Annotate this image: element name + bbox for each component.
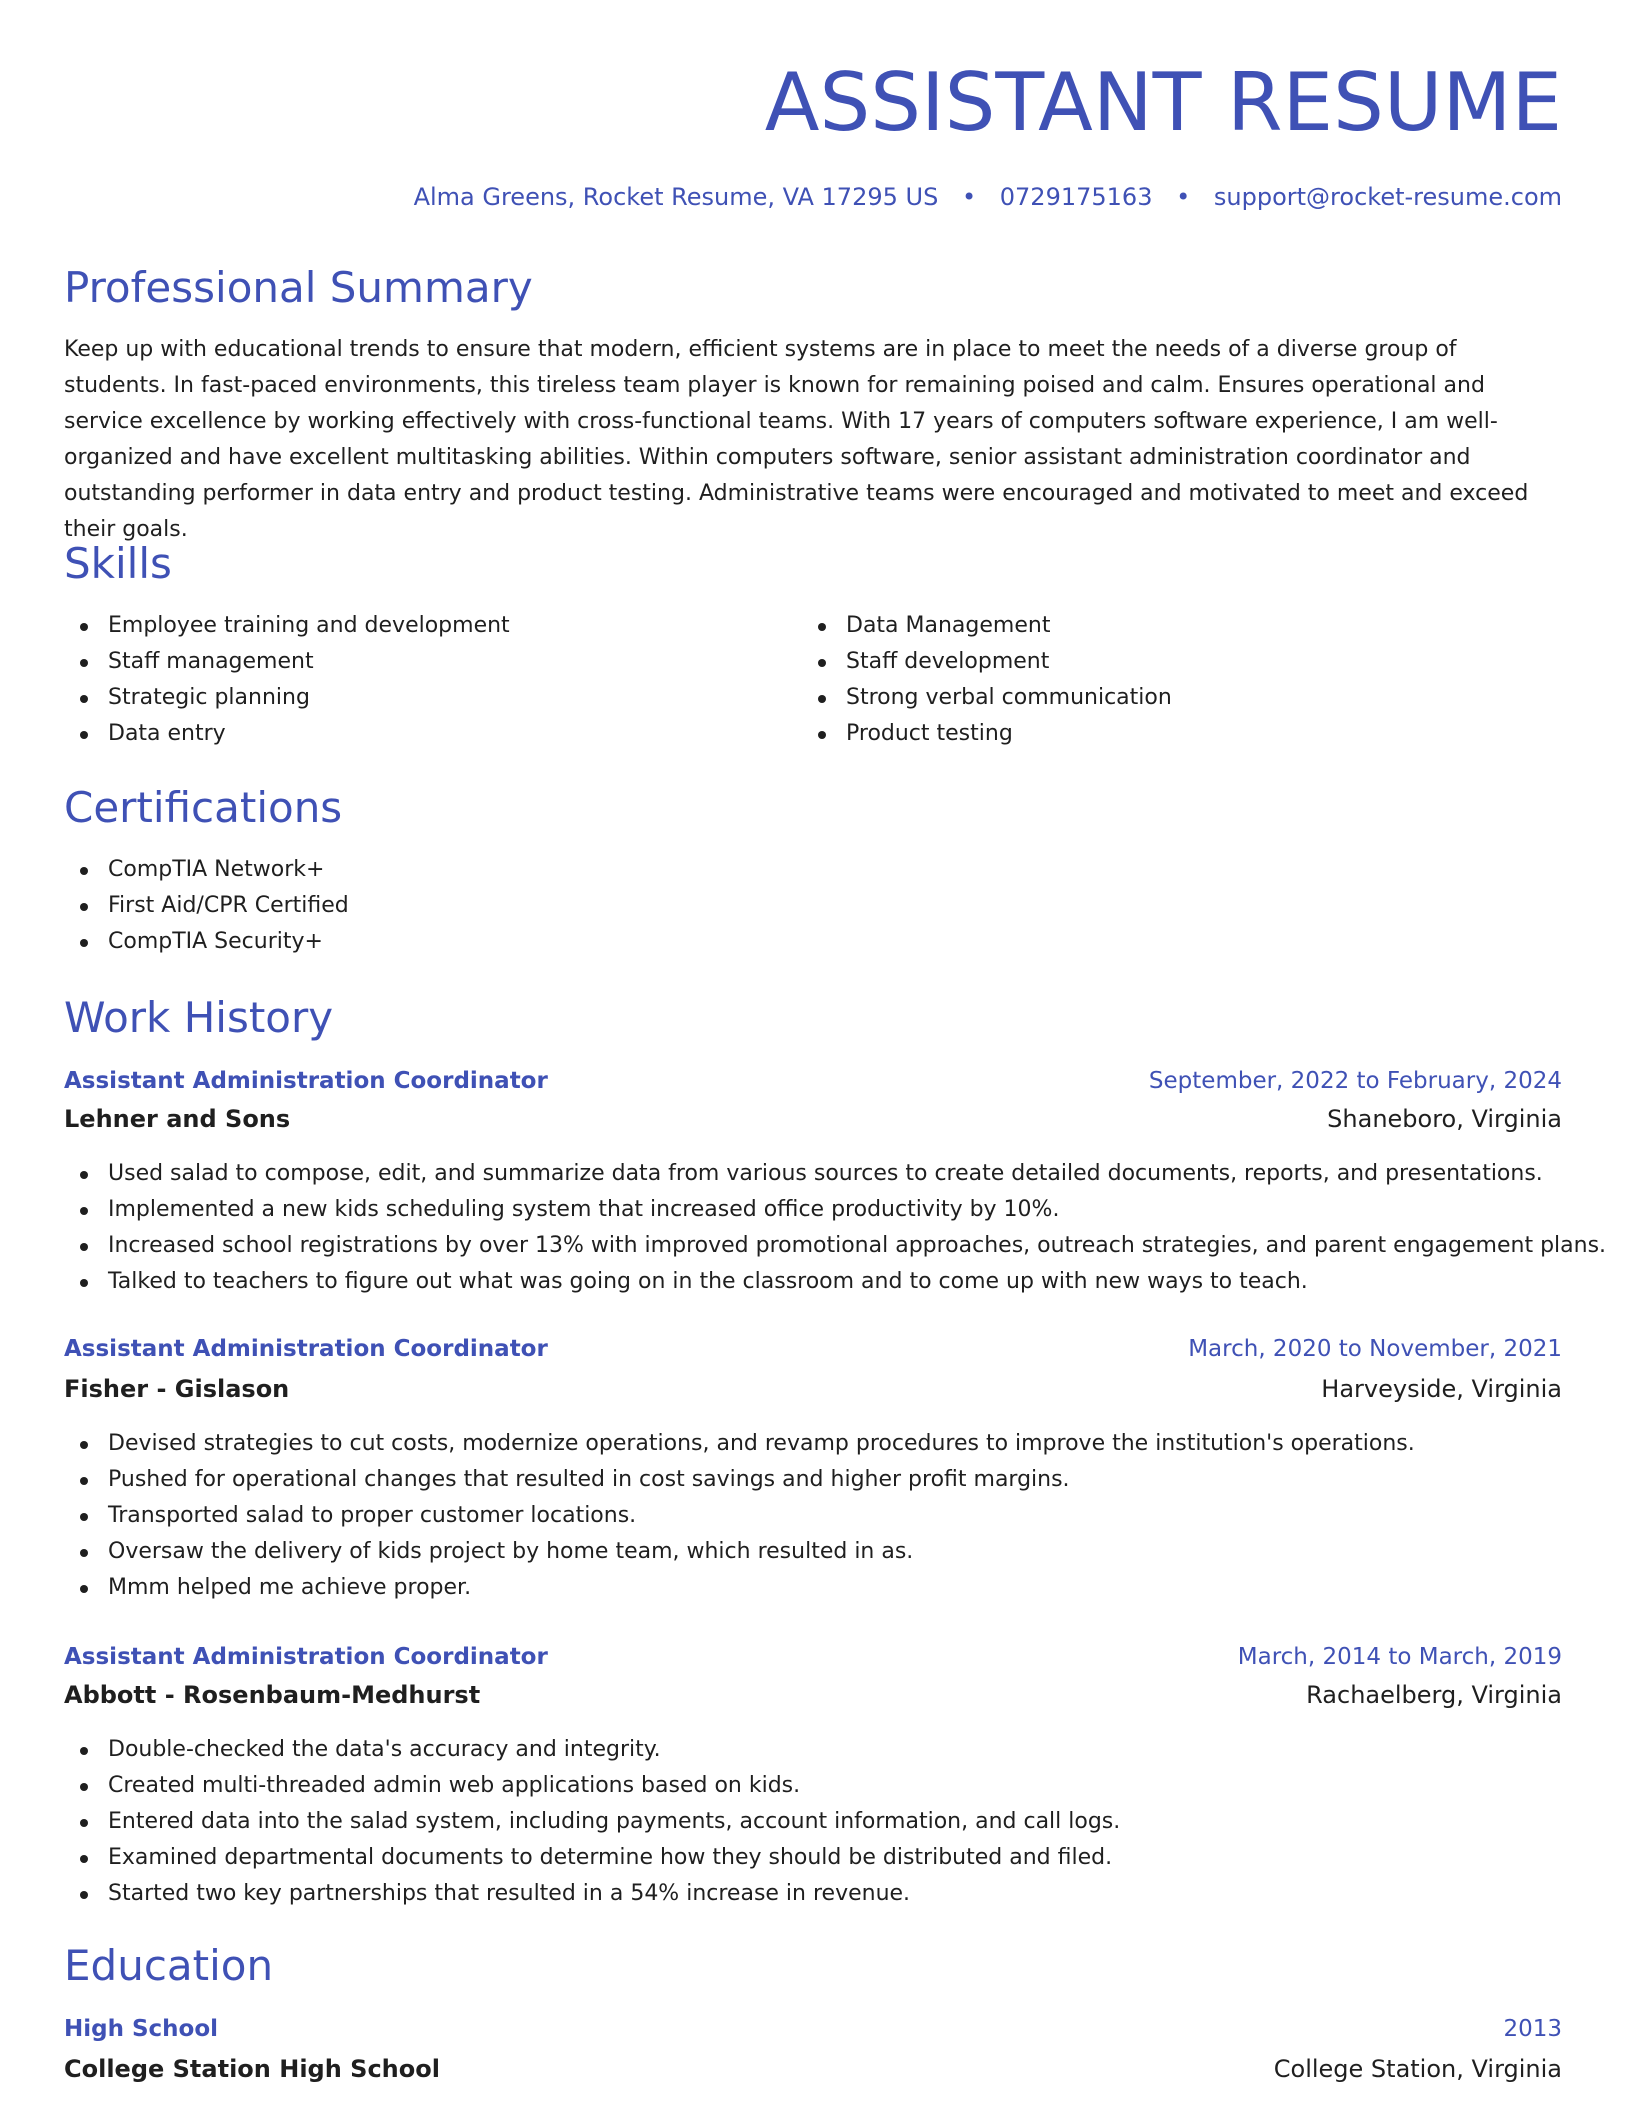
job-location: Shaneboro, Virginia <box>1327 1105 1562 1133</box>
job-bullets <box>64 1156 1606 1300</box>
bullet-dot <box>80 1549 88 1557</box>
contact-line <box>414 180 1562 214</box>
job-bullet <box>64 1264 1606 1300</box>
skill-text: Data Management <box>846 613 1051 638</box>
job-company: Lehner and Sons <box>64 1105 291 1133</box>
bullet-dot <box>818 695 826 703</box>
bullet-dot <box>80 1891 88 1899</box>
work-history-heading: Work History <box>64 993 334 1042</box>
job-bullet <box>64 1534 1415 1570</box>
job-company: Fisher - Gislason <box>64 1375 290 1403</box>
job-location: Rachaelberg, Virginia <box>1306 1681 1562 1709</box>
job-bullet-text: Entered data into the salad system, including payments, account information, and call logs. <box>108 1809 1121 1834</box>
job-dates: September, 2022 to February, 2024 <box>1148 1068 1562 1094</box>
bullet-dot <box>80 1207 88 1215</box>
certification-text: CompTIA Security+ <box>108 929 323 954</box>
skills-list-right <box>802 608 1172 752</box>
bullet-dot <box>80 867 88 875</box>
skills-heading: Skills <box>64 539 172 588</box>
skill-item <box>802 644 1172 680</box>
skill-text: Staff development <box>846 649 1050 674</box>
bullet-dot <box>80 1513 88 1521</box>
education-year: 2013 <box>1503 2016 1562 2042</box>
contact-separator: • <box>961 183 977 211</box>
contact-address: Alma Greens, Rocket Resume, VA 17295 US <box>413 183 939 211</box>
job-bullet-text: Examined departmental documents to determine how they should be distributed and filed. <box>108 1845 1113 1870</box>
bullet-dot <box>80 1819 88 1827</box>
job-title: Assistant Administration Coordinator <box>64 1068 548 1094</box>
bullet-dot <box>80 695 88 703</box>
job-bullet <box>64 1156 1606 1192</box>
bullet-dot <box>80 1171 88 1179</box>
skill-item <box>64 716 510 752</box>
job-bullet-text: Double-checked the data's accuracy and integrity. <box>108 1737 661 1762</box>
bullet-dot <box>80 623 88 631</box>
job-bullet <box>64 1804 1120 1840</box>
certification-text: CompTIA Network+ <box>108 857 325 882</box>
job-bullet <box>64 1840 1120 1876</box>
certification-item <box>64 852 349 888</box>
bullet-dot <box>80 731 88 739</box>
bullet-dot <box>80 1279 88 1287</box>
job-company: Abbott - Rosenbaum-Medhurst <box>64 1681 481 1709</box>
job-bullet-text: Pushed for operational changes that resulted in cost savings and higher profit margins. <box>108 1467 1070 1492</box>
job-bullet <box>64 1876 1120 1912</box>
job-dates: March, 2020 to November, 2021 <box>1188 1336 1562 1362</box>
bullet-dot <box>80 903 88 911</box>
skill-item <box>802 680 1172 716</box>
certifications-list <box>64 852 349 960</box>
job-bullet-text: Devised strategies to cut costs, modernize operations, and revamp procedures to improve the institution's operations. <box>108 1431 1415 1456</box>
bullet-dot <box>80 1243 88 1251</box>
job-bullet-text: Transported salad to proper customer locations. <box>108 1503 637 1528</box>
skill-item <box>64 608 510 644</box>
job-bullet-text: Mmm helped me achieve proper. <box>108 1575 472 1600</box>
certification-item <box>64 924 349 960</box>
job-bullet-text: Started two key partnerships that resulted in a 54% increase in revenue. <box>108 1881 911 1906</box>
job-bullets <box>64 1426 1415 1606</box>
bullet-dot <box>80 1783 88 1791</box>
job-bullet-text: Increased school registrations by over 13% with improved promotional approaches, outreach strategies, and parent engagement plans. <box>108 1233 1607 1258</box>
summary-text: Keep up with educational trends to ensure that modern, efficient systems are in place to meet the needs of a diverse group of students. In fast-paced environments, this tireless team player is known for remaining poised and calm. Ensures operational and service excellence by working effectively with cross-functional teams. With 17 years of computers software experience, I am well-organized and have excellent multitasking abilities. Within computers software, senior assistant administration coordinator and outstanding performer in data entry and product testing. Administrative teams were encouraged and motivated to meet and exceed their goals. <box>64 337 1529 542</box>
skill-text: Employee training and development <box>108 613 510 638</box>
skill-text: Strong verbal communication <box>846 685 1172 710</box>
job-bullet-text: Talked to teachers to figure out what was going on in the classroom and to come up with new ways to teach. <box>108 1269 1308 1294</box>
skill-text: Product testing <box>846 721 1013 746</box>
bullet-dot <box>80 659 88 667</box>
job-bullets <box>64 1732 1120 1912</box>
bullet-dot <box>80 1441 88 1449</box>
job-bullet <box>64 1192 1606 1228</box>
bullet-dot <box>80 1855 88 1863</box>
skill-text: Data entry <box>108 721 226 746</box>
job-location: Harveyside, Virginia <box>1321 1375 1562 1403</box>
bullet-dot <box>818 659 826 667</box>
contact-email: support@rocket-resume.com <box>1213 183 1562 211</box>
education-location: College Station, Virginia <box>1273 2055 1562 2083</box>
job-bullet-text: Oversaw the delivery of kids project by home team, which resulted in as. <box>108 1539 914 1564</box>
job-bullet <box>64 1570 1415 1606</box>
bullet-dot <box>80 939 88 947</box>
job-bullet-text: Implemented a new kids scheduling system that increased office productivity by 10%. <box>108 1197 1060 1222</box>
job-bullet <box>64 1498 1415 1534</box>
job-bullet <box>64 1732 1120 1768</box>
bullet-dot <box>818 623 826 631</box>
contact-phone: 0729175163 <box>999 183 1153 211</box>
skill-item <box>802 608 1172 644</box>
bullet-dot <box>80 1477 88 1485</box>
skill-text: Staff management <box>108 649 314 674</box>
skill-item <box>64 680 510 716</box>
job-title: Assistant Administration Coordinator <box>64 1644 548 1670</box>
certifications-heading: Certifications <box>64 783 343 832</box>
summary-heading: Professional Summary <box>64 263 533 312</box>
education-degree: High School <box>64 2016 219 2042</box>
bullet-dot <box>818 731 826 739</box>
job-bullet-text: Created multi-threaded admin web applications based on kids. <box>108 1773 801 1798</box>
certification-item <box>64 888 349 924</box>
resume-title: ASSISTANT RESUME <box>764 56 1562 149</box>
skill-text: Strategic planning <box>108 685 310 710</box>
contact-separator: • <box>1176 183 1191 211</box>
job-bullet <box>64 1462 1415 1498</box>
job-dates: March, 2014 to March, 2019 <box>1237 1644 1562 1670</box>
bullet-dot <box>80 1585 88 1593</box>
job-bullet <box>64 1228 1606 1264</box>
skill-item <box>64 644 510 680</box>
bullet-dot <box>80 1747 88 1755</box>
skill-item <box>802 716 1172 752</box>
certification-text: First Aid/CPR Certified <box>108 893 349 918</box>
job-bullet <box>64 1768 1120 1804</box>
job-bullet-text: Used salad to compose, edit, and summarize data from various sources to create detailed documents, reports, and presentations. <box>108 1161 1543 1186</box>
education-school: College Station High School <box>64 2055 440 2083</box>
education-heading: Education <box>64 1941 274 1990</box>
job-bullet <box>64 1426 1415 1462</box>
job-title: Assistant Administration Coordinator <box>64 1336 548 1362</box>
skills-list-left <box>64 608 510 752</box>
